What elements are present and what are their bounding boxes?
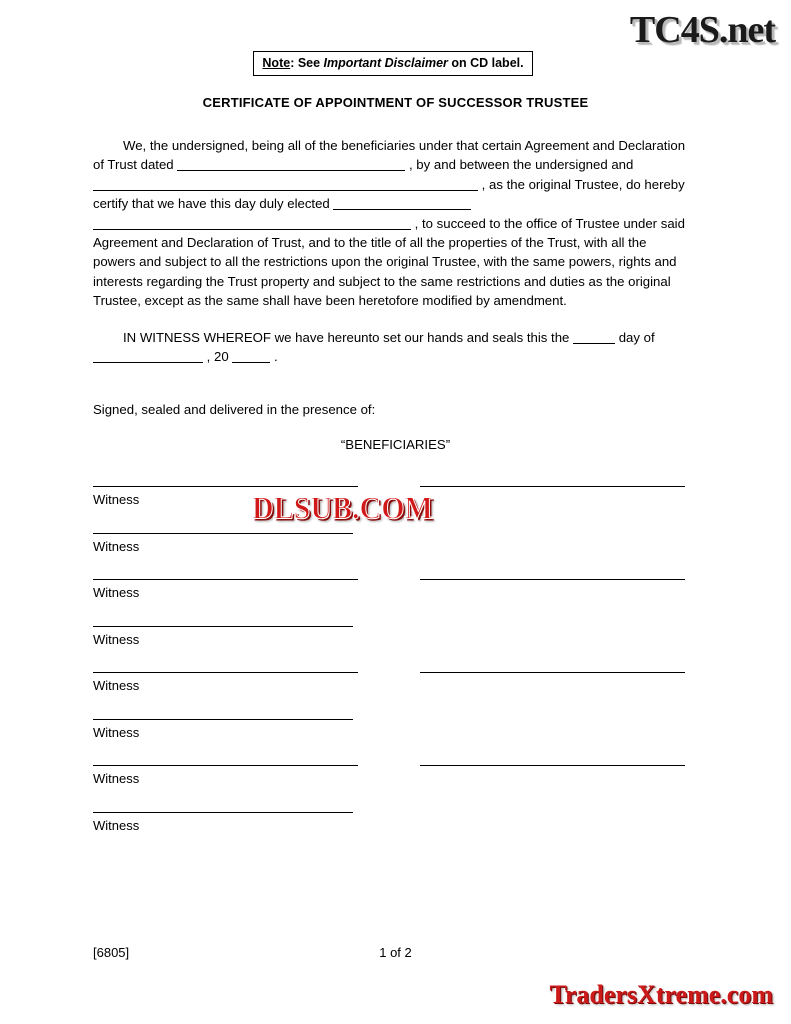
signature-line-witness-4[interactable] [93,626,353,627]
witness-label-2: Witness [93,539,140,554]
signature-line-witness-5[interactable] [93,672,358,673]
signature-line-witness-2[interactable] [93,533,353,534]
witness-label-5: Witness [93,678,140,693]
footer-form-code: [6805] [93,945,130,960]
paragraph-2-text-3: , 20 [203,349,233,365]
signature-line-witness-3[interactable] [93,579,358,580]
witness-label-6: Witness [93,725,140,740]
paragraph-1-text-2: , by and between the undersigned and [405,157,634,173]
page-title: CERTIFICATE OF APPOINTMENT OF SUCCESSOR TRUSTEE [202,95,589,110]
witness-label-8: Witness [93,818,140,833]
watermark-dlsub: DLSUB.COM [252,491,433,526]
signature-line-beneficiary-3[interactable] [420,672,685,673]
disclaimer-rest: on CD label. [447,56,524,70]
witness-label-7: Witness [93,771,140,786]
paragraph-2-text-2: day of [615,329,655,345]
watermark-tradersxtreme: TradersXtreme.com [549,980,773,1009]
signature-line-beneficiary-1[interactable] [420,486,685,487]
signature-line-beneficiary-2[interactable] [420,579,685,580]
footer-page-number: 1 of 2 [379,945,412,960]
signed-sealed-delivered-line: Signed, sealed and delivered in the presence of: [93,402,376,417]
signature-line-witness-6[interactable] [93,719,353,720]
signature-line-beneficiary-4[interactable] [420,765,685,766]
disclaimer-emphasis: Important Disclaimer [323,56,448,70]
paragraph-1-text-4: , to succeed to the office of Trustee under said Agreement and Declaration of Trust, and to the title of all the properties of the Trust, with all the powers and subject to all the restrictions upon the original Trustee, with the same powers, rights and interests regarding the Trust property and subject to the same restrictions and duties as the original Trustee, except as the same shall have been heretofore modified by amendment. [93,215,685,309]
signature-line-witness-1[interactable] [93,486,358,487]
witness-label-4: Witness [93,632,140,647]
disclaimer-colon: : See [290,56,324,70]
paragraph-1-text-3: , as the original Trustee, do hereby certify that we have this day duly elected [93,176,685,212]
watermark-tc4s: TC4S.net [629,9,775,51]
disclaimer-label: Note [262,56,291,70]
paragraph-1-text-1: We, the undersigned, being all of the beneficiaries under that certain Agreement and Declaration of Trust dated [93,138,686,173]
paragraph-2-text-4: . [270,349,278,365]
witness-label-1: Witness [93,492,140,507]
beneficiaries-heading: “BENEFICIARIES” [340,437,451,452]
signature-line-witness-7[interactable] [93,765,358,766]
witness-label-3: Witness [93,585,140,600]
signature-line-witness-8[interactable] [93,812,353,813]
paragraph-2-text-1: IN WITNESS WHEREOF we have hereunto set our hands and seals this the [123,329,574,345]
